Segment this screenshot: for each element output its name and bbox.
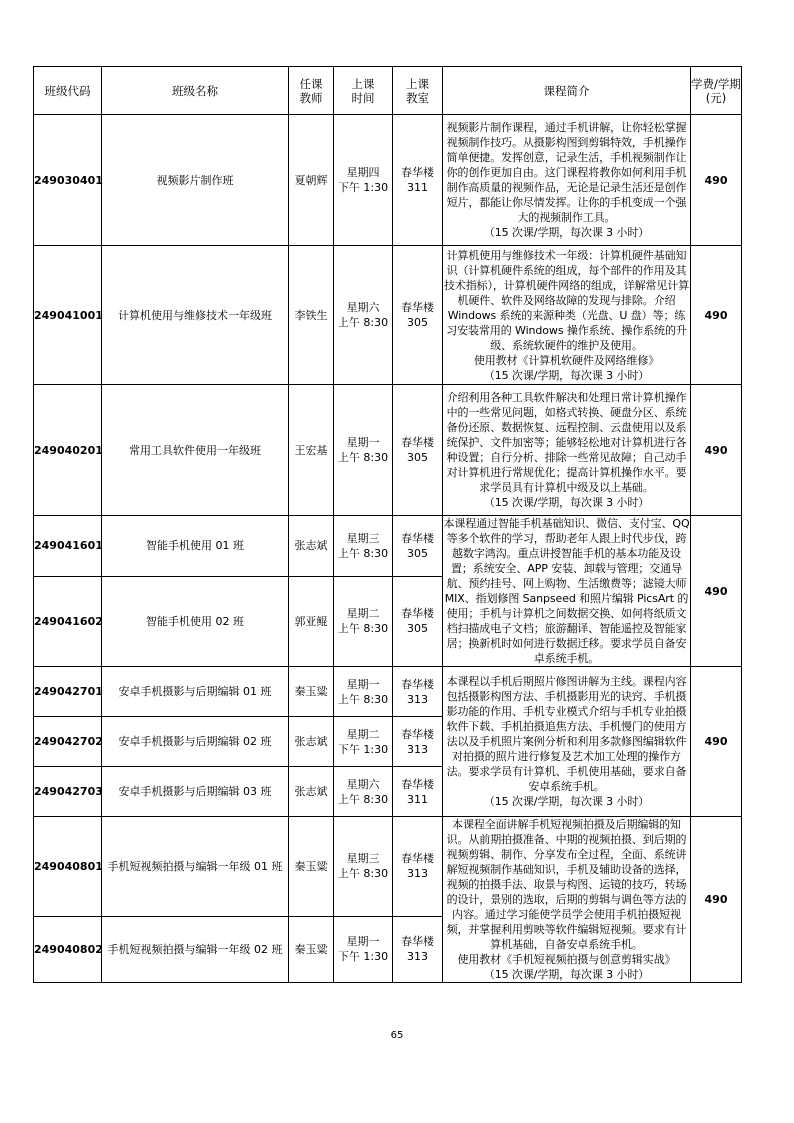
header-fee: 学费/学期 (元) [691, 67, 742, 115]
course-intro [443, 667, 691, 817]
classroom: 春华楼 305 [393, 385, 443, 516]
teacher: 张志斌 [289, 767, 334, 817]
fee: 490 [691, 516, 742, 667]
table-row [34, 385, 742, 516]
class-time: 星期四 下午 1:30 [334, 115, 393, 246]
header-class-time: 上课 时间 [334, 67, 393, 115]
class-code: 249041001 [34, 246, 102, 385]
class-time: 星期一 上午 8:30 [334, 385, 393, 516]
table-row [34, 246, 742, 385]
course-intro-text: 视频影片制作课程，通过手机讲解，让你轻松掌握视频制作技巧。从摄影构图到剪辑特效，手机操作简单便捷。发挥创意，记录生活，手机视频制作让你的创作更加自由。这门课程将教你如何利用手机制作高质量的视频作品，无论是记录生活还是创作短片，都能让你尽情发挥。让你的手机变成一个强大的视频制作工具。 （15 次课/学期，每次课 3 小时） [446, 121, 687, 239]
course-intro [443, 115, 691, 246]
fee: 490 [691, 667, 742, 817]
classroom: 春华楼 305 [393, 246, 443, 385]
class-code: 249040201 [34, 385, 102, 516]
course-table [33, 66, 742, 983]
course-intro [443, 516, 691, 667]
class-name: 安卓手机摄影与后期编辑 03 班 [102, 767, 289, 817]
class-code: 249042703 [34, 767, 102, 817]
course-intro [443, 817, 691, 983]
page-number: 65 [390, 1030, 404, 1041]
class-name: 安卓手机摄影与后期编辑 02 班 [102, 717, 289, 767]
class-code: 249041602 [34, 576, 102, 666]
header-classroom: 上课 教室 [393, 67, 443, 115]
classroom: 春华楼 313 [393, 817, 443, 917]
course-intro-text: 本课程以手机后期照片修图讲解为主线。课程内容包括摄影构图方法、手机摄影用光的诀窍、手机摄影功能的作用、手机专业模式介绍与手机专业拍摄软件下载、手机拍摄追焦方法、手机慢门的使用方法以及手机照片案例分析和利用多款修图编辑软件对拍摄的照片进行修复及艺术加工处理的操作方法。要求学员有计算机、手机使用基础，要求自备安卓系统手机。 （15 次课/学期，每次课 3 小时） [446, 675, 687, 808]
course-intro [443, 246, 691, 385]
class-time: 星期二 上午 8:30 [334, 576, 393, 666]
header-course-intro: 课程简介 [443, 67, 691, 115]
teacher: 郭亚鲲 [289, 576, 334, 666]
class-time: 星期二 下午 1:30 [334, 717, 393, 767]
class-time: 星期六 上午 8:30 [334, 767, 393, 817]
classroom: 春华楼 305 [393, 576, 443, 666]
table-row [34, 516, 742, 577]
fee: 490 [691, 817, 742, 983]
class-name: 安卓手机摄影与后期编辑 01 班 [102, 667, 289, 717]
class-code: 249040802 [34, 916, 102, 982]
class-name: 视频影片制作班 [102, 115, 289, 246]
course-intro [443, 385, 691, 516]
table-row [34, 817, 742, 917]
classroom: 春华楼 313 [393, 717, 443, 767]
teacher: 李铁生 [289, 246, 334, 385]
class-code: 249042701 [34, 667, 102, 717]
header-teacher: 任课 教师 [289, 67, 334, 115]
header-class-name: 班级名称 [102, 67, 289, 115]
teacher: 张志斌 [289, 717, 334, 767]
class-name: 智能手机使用 02 班 [102, 576, 289, 666]
fee: 490 [691, 246, 742, 385]
classroom: 春华楼 311 [393, 767, 443, 817]
teacher: 张志斌 [289, 516, 334, 577]
teacher: 秦玉粱 [289, 916, 334, 982]
class-code: 249042702 [34, 717, 102, 767]
classroom: 春华楼 313 [393, 667, 443, 717]
class-code: 249040801 [34, 817, 102, 917]
class-name: 智能手机使用 01 班 [102, 516, 289, 577]
teacher: 秦玉粱 [289, 817, 334, 917]
course-intro-text: 介绍利用各种工具软件解决和处理日常计算机操作中的一些常见问题，如格式转换、硬盘分区、系统备份还原、数据恢复、远程控制、云盘使用以及系统保护、文件加密等；能够轻松地对计算机进行各种设置；自行分析、排除一些常见故障；自己动手对计算机进行常规优化；提高计算机操作水平。要求学员具有计算机中级及以上基础。 （15 次课/学期，每次课 3 小时） [446, 391, 687, 509]
class-time: 星期一 上午 8:30 [334, 667, 393, 717]
class-time: 星期六 上午 8:30 [334, 246, 393, 385]
teacher: 王宏基 [289, 385, 334, 516]
table-row [34, 667, 742, 717]
course-intro-text: 本课程通过智能手机基础知识、微信、支付宝、QQ 等多个软件的学习，帮助老年人跟上时代步伐，跨越数字鸿沟。重点讲授智能手机的基本功能及设置；系统安全、APP 安装、卸载与管理；交通导航、预约挂号、网上购物、生活缴费等；滤镜大师 MIX、指划修图 Sanpseed 和照片编辑 PicsArt 的使用；手机与计算机之间数据交换、如何将纸质文档扫描成电子文档；旅游翻译、智能遥控及智能家居；换新机时如何进行数据迁移。要求学员自备安卓系统手机。 [443, 517, 693, 665]
classroom: 春华楼 305 [393, 516, 443, 577]
teacher: 夏朝辉 [289, 115, 334, 246]
class-time: 星期一 下午 1:30 [334, 916, 393, 982]
classroom: 春华楼 313 [393, 916, 443, 982]
fee: 490 [691, 385, 742, 516]
teacher: 秦玉粱 [289, 667, 334, 717]
course-intro-text: 本课程全面讲解手机短视频拍摄及后期编辑的知识。从前期拍摄准备、中期的视频拍摄、到后期的视频剪辑、制作、分享发布全过程，全面、系统讲解短视频制作基础知识，手机及辅助设备的选择，视频的拍摄手法、取景与构图、运镜的技巧，转场的设计，景别的选取，后期的剪辑与调色等方法的内容。通过学习能使学员学会使用手机拍摄短视频，并掌握利用剪映等软件编辑短视频。要求有计算机基础，自备安卓系统手机。 使用教材《手机短视频拍摄与创意剪辑实战》 （15 次课/学期，每次课 3 小时） [446, 818, 687, 981]
header-class-code: 班级代码 [34, 67, 102, 115]
course-intro-text: 计算机使用与维修技术一年级：计算机硬件基础知识（计算机硬件系统的组成，每个部件的作用及其技术指标），计算机硬件网络的组成，详解常见计算机硬件、软件及网络故障的发现与排除。介绍 Windows 系统的来源种类（光盘、U 盘）等；练习安装常用的 Windows 操作系统、操作系统的升级、系统软硬件的维护及使用。 使用教材《计算机软硬件及网络维修》 （15 次课/学期，每次课 3 小时） [443, 248, 690, 382]
class-time: 星期三 上午 8:30 [334, 516, 393, 577]
class-name: 手机短视频拍摄与编辑一年级 01 班 [102, 817, 289, 917]
classroom: 春华楼 311 [393, 115, 443, 246]
class-code: 249030401 [34, 115, 102, 246]
class-time: 星期三 上午 8:30 [334, 817, 393, 917]
class-name: 计算机使用与维修技术一年级班 [102, 246, 289, 385]
class-name: 常用工具软件使用一年级班 [102, 385, 289, 516]
header-row [34, 67, 742, 115]
class-name: 手机短视频拍摄与编辑一年级 02 班 [102, 916, 289, 982]
class-code: 249041601 [34, 516, 102, 577]
fee: 490 [691, 115, 742, 246]
table-row [34, 115, 742, 246]
